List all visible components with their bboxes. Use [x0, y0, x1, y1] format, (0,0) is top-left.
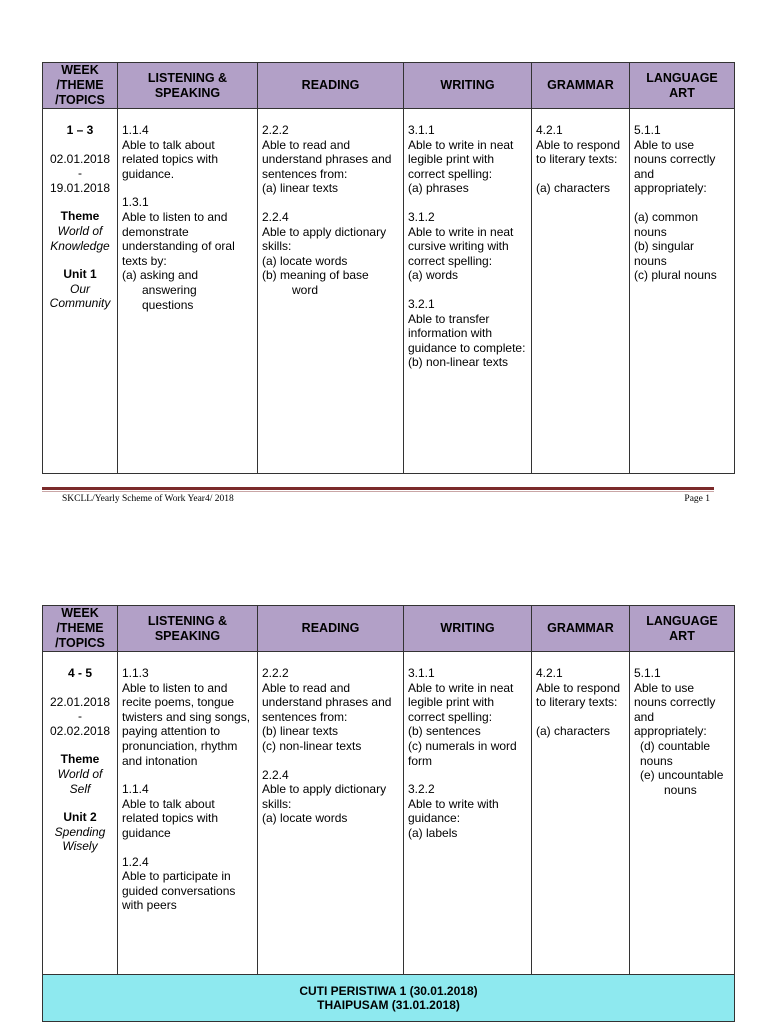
scheme-table-1 — [42, 62, 735, 474]
header-language-art: LANGUAGE ART — [630, 606, 735, 652]
language-art-cell — [630, 109, 735, 474]
skill-item: (e) uncountable — [640, 768, 724, 783]
skill-text: Able to apply dictionary skills: — [262, 224, 387, 254]
header-grammar: GRAMMAR — [532, 63, 630, 109]
skill-item-cont: word — [292, 282, 319, 297]
skill-text: Able to listen to and recite poems, tongue twisters and sing songs, paying attention to pronunciation, rhythm and intonation — [122, 680, 251, 768]
theme-name: World of Self — [57, 766, 103, 796]
unit-label: Unit 1 — [63, 267, 97, 282]
header-grammar: GRAMMAR — [532, 606, 630, 652]
table-row — [43, 652, 735, 975]
skill-text: Able to use nouns correctly and appropriately: — [634, 680, 716, 739]
week-cell — [43, 652, 118, 975]
header-week: WEEK /THEME /TOPICS — [43, 606, 118, 652]
skill-code: 3.1.1 — [408, 123, 435, 137]
skill-item: (b) meaning of base — [262, 268, 369, 283]
table-row — [43, 109, 735, 474]
week-end-date: 02.02.2018 — [49, 723, 111, 738]
unit-name: Spending Wisely — [54, 824, 106, 854]
unit-name: Our Community — [49, 281, 111, 311]
skill-item: (a) asking and — [122, 268, 199, 283]
skill-item: (a) linear texts — [262, 181, 339, 196]
listening-cell — [118, 109, 258, 474]
skill-code: 4.2.1 — [536, 666, 563, 680]
header-writing: WRITING — [404, 606, 532, 652]
skill-code: 3.2.1 — [408, 296, 435, 311]
scheme-table-2 — [42, 605, 735, 1022]
skill-code: 2.2.2 — [262, 666, 289, 680]
skill-text: Able to talk about related topics with guidance — [122, 796, 219, 840]
unit-label: Unit 2 — [63, 810, 97, 825]
listening-cell — [118, 652, 258, 975]
header-listening-speaking: LISTENING & SPEAKING — [118, 63, 258, 109]
week-range: 4 - 5 — [67, 666, 92, 680]
holiday-line-2: THAIPUSAM (31.01.2018) — [317, 998, 460, 1012]
skill-item-cont: answering — [142, 282, 197, 297]
theme-label: Theme — [60, 752, 100, 767]
skill-code: 3.1.1 — [408, 666, 435, 680]
week-start-date: 02.01.2018 — [49, 151, 111, 166]
skill-text: Able to respond to literary texts: — [536, 680, 621, 710]
reading-cell — [258, 109, 404, 474]
skill-item: (a) locate words — [262, 811, 348, 826]
skill-item: (c) plural nouns — [634, 268, 717, 283]
skill-item: (b) linear texts — [262, 724, 339, 739]
skill-text: Able to listen to and demonstrate understanding of oral texts by: — [122, 209, 235, 268]
skill-text: Able to write with guidance: — [408, 796, 499, 826]
skill-text: Able to respond to literary texts: — [536, 137, 621, 167]
language-art-cell — [630, 652, 735, 975]
skill-text: Able to use nouns correctly and appropriately: — [634, 137, 716, 196]
skill-code: 3.1.2 — [408, 209, 435, 224]
skill-text: Able to write in neat cursive writing with correct spelling: — [408, 224, 514, 268]
table-header-row — [43, 606, 735, 652]
skill-code: 1.2.4 — [122, 854, 149, 869]
skill-item: (c) non-linear texts — [262, 738, 362, 753]
skill-item: (a) locate words — [262, 253, 348, 268]
skill-item: (b) sentences — [408, 724, 481, 739]
skill-text: Able to write in neat legible print with correct spelling: — [408, 680, 514, 724]
skill-item-cont: nouns — [664, 782, 697, 797]
skill-code: 1.1.3 — [122, 666, 149, 680]
grammar-cell — [532, 652, 630, 975]
header-reading: READING — [258, 606, 404, 652]
skill-item: (c) numerals in word form — [408, 738, 517, 768]
skill-item: (a) words — [408, 268, 459, 283]
reading-cell — [258, 652, 404, 975]
skill-item: (a) phrases — [408, 181, 469, 196]
footer-divider — [42, 487, 714, 490]
week-dash: - — [78, 166, 82, 181]
header-reading: READING — [258, 63, 404, 109]
header-language-art: LANGUAGE ART — [630, 63, 735, 109]
skill-code: 5.1.1 — [634, 666, 661, 680]
skill-code: 4.2.1 — [536, 123, 563, 137]
skill-code: 2.2.4 — [262, 767, 289, 782]
skill-code: 1.1.4 — [122, 123, 149, 137]
skill-code: 1.3.1 — [122, 195, 149, 210]
writing-cell — [404, 109, 532, 474]
skill-code: 2.2.2 — [262, 123, 289, 137]
page-number: Page 1 — [684, 494, 710, 504]
skill-text: Able to transfer information with guidance to complete: — [408, 311, 526, 355]
skill-code: 1.1.4 — [122, 782, 149, 797]
theme-name: World of Knowledge — [50, 223, 110, 253]
week-dash: - — [78, 709, 82, 724]
skill-text: Able to write in neat legible print with correct spelling: — [408, 137, 514, 181]
skill-text: Able to read and understand phrases and sentences from: — [262, 680, 392, 724]
skill-item: (a) labels — [408, 825, 458, 840]
theme-label: Theme — [60, 209, 100, 224]
skill-item: (a) characters — [536, 180, 611, 195]
skill-item: (b) singular nouns — [634, 239, 695, 268]
skill-text: Able to participate in guided conversations with peers — [122, 869, 236, 913]
skill-item: (b) non-linear texts — [408, 355, 509, 370]
holiday-line-1: CUTI PERISTIWA 1 (30.01.2018) — [299, 984, 478, 998]
footer-title: SKCLL/Yearly Scheme of Work Year4/ 2018 — [62, 494, 234, 504]
skill-item: (d) countable nouns — [640, 738, 711, 768]
writing-cell — [404, 652, 532, 975]
header-listening-speaking: LISTENING & SPEAKING — [118, 606, 258, 652]
skill-code: 5.1.1 — [634, 123, 661, 137]
footer-divider-light — [42, 491, 714, 492]
skill-item: (a) characters — [536, 723, 611, 738]
header-writing: WRITING — [404, 63, 532, 109]
week-cell — [43, 109, 118, 474]
holiday-row — [43, 975, 735, 1022]
skill-text: Able to apply dictionary skills: — [262, 782, 387, 811]
grammar-cell — [532, 109, 630, 474]
week-end-date: 19.01.2018 — [49, 180, 111, 195]
skill-code: 2.2.4 — [262, 209, 289, 224]
skill-text: Able to read and understand phrases and sentences from: — [262, 137, 392, 181]
skill-item: (a) common nouns — [634, 209, 699, 239]
holiday-banner — [43, 975, 735, 1022]
skill-text: Able to talk about related topics with guidance. — [122, 137, 219, 181]
week-range: 1 – 3 — [66, 123, 94, 137]
skill-code: 3.2.2 — [408, 782, 435, 797]
skill-item-cont: questions — [142, 297, 194, 312]
header-week: WEEK /THEME /TOPICS — [43, 63, 118, 109]
table-header-row — [43, 63, 735, 109]
week-start-date: 22.01.2018 — [49, 694, 111, 709]
